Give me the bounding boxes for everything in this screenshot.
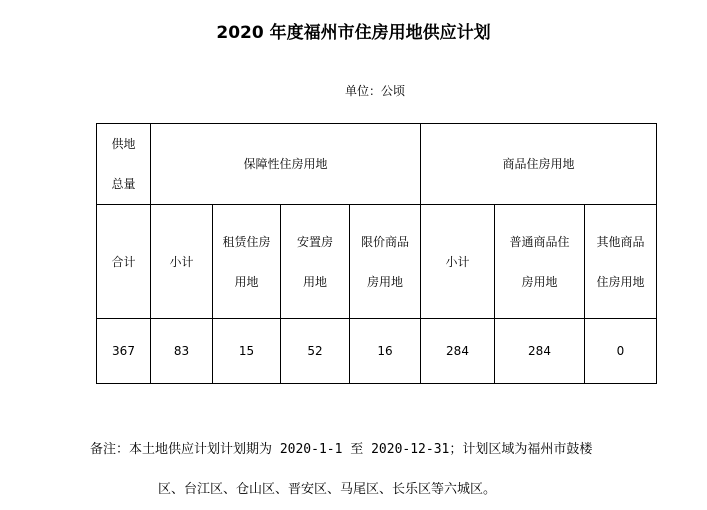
header-total-supply: 供地 总量 [97, 124, 151, 205]
footnote-line-2: 区、台江区、仓山区、晋安区、马尾区、长乐区等六城区。 [158, 482, 497, 497]
value-price-limited: 16 [350, 319, 421, 384]
value-commercial-subtotal: 284 [421, 319, 495, 384]
table-subheader-row [97, 205, 657, 319]
footnote [90, 430, 690, 510]
subheader-other-commercial: 其他商品 住房用地 [585, 205, 657, 319]
table-header-row [97, 124, 657, 205]
unit-label: 单位：公顷 [345, 84, 406, 98]
value-total: 367 [97, 319, 151, 384]
subheader-affordable-subtotal: 小计 [151, 205, 213, 319]
value-affordable-subtotal: 83 [151, 319, 213, 384]
header-commercial-housing: 商品住房用地 [421, 124, 657, 205]
header-affordable-housing: 保障性住房用地 [151, 124, 421, 205]
footnote-line-1: 备注：本土地供应计划计划期为 2020-1-1 至 2020-12-31；计划区域为福州市鼓楼 [90, 442, 593, 457]
document-title: 2020 年度福州市住房用地供应计划 [216, 23, 491, 43]
value-other-commercial: 0 [585, 319, 657, 384]
value-rental: 15 [213, 319, 281, 384]
subheader-rental: 租赁住房 用地 [213, 205, 281, 319]
subheader-price-limited: 限价商品 房用地 [350, 205, 421, 319]
supply-plan-table [96, 123, 657, 384]
subheader-ordinary-commercial: 普通商品住 房用地 [495, 205, 585, 319]
value-ordinary-commercial: 284 [495, 319, 585, 384]
subheader-total: 合计 [97, 205, 151, 319]
table-row [97, 319, 657, 384]
value-resettlement: 52 [281, 319, 350, 384]
subheader-resettlement: 安置房 用地 [281, 205, 350, 319]
subheader-commercial-subtotal: 小计 [421, 205, 495, 319]
